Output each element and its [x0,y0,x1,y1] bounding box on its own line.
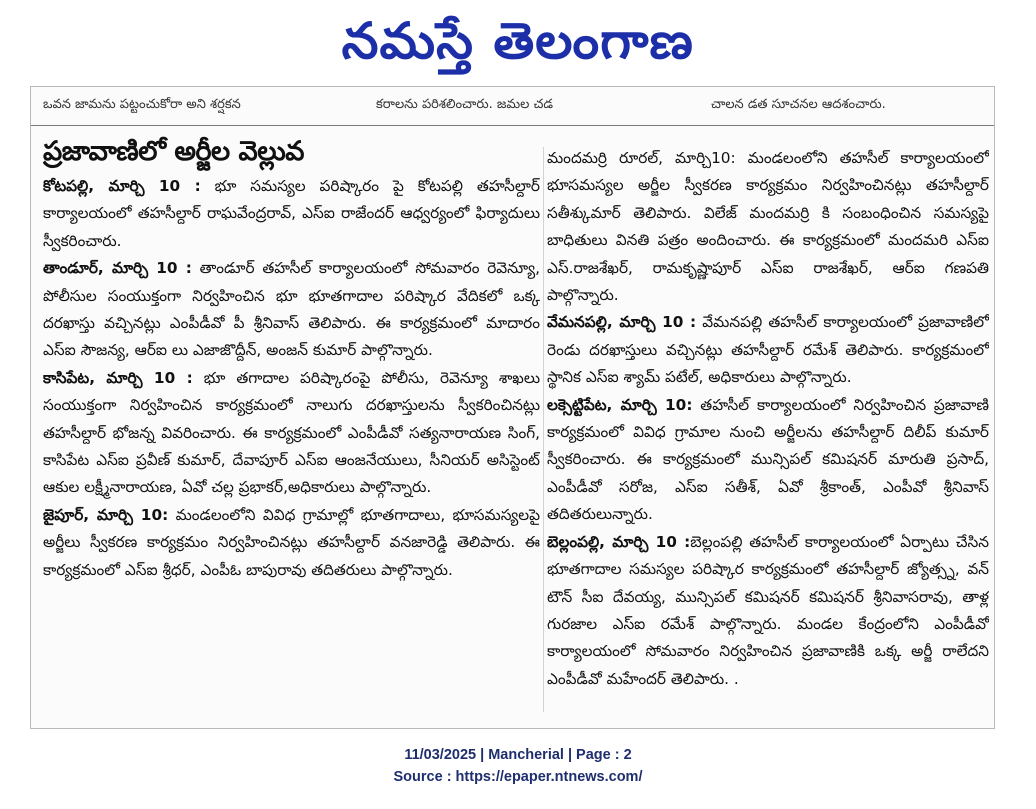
dateline: బెల్లంపల్లి, మార్చి 10 : [547,532,691,551]
cutoff-text-3: చాలన డత సూచనల ఆదశంచారు. [711,97,886,112]
article-headline: ప్రజావాణిలో అర్జీల వెల్లువ [43,136,304,167]
paragraph-mandamarri [547,145,989,309]
cutoff-text-1: ఒవన జామను పట్టంచుకోరా అని శర్షకన [43,97,241,112]
masthead-logo-text: నమస్తే తెలంగాణ [341,12,695,70]
paragraph-body: భూ తగాదాల పరిష్కారంపై పోలీసు, రెవెన్యూ శాఖలు సంయుక్తంగా నిర్వహించిన కార్యక్రమంలో నాలుగు దరఖాస్తులను స్వీకరించినట్లు తహసీల్దార్ భోజన్న వివరించారు. ఈ కార్యక్రమంలో ఎంపీడీవో సత్యనారాయణ సింగ్, కాసిపేట ఎస్ఐ ప్రవీణ్ కుమార్, దేవాపూర్ ఎస్ఐ ఆంజనేయులు, సీనియర్ అసిస్టెంట్ ఆకుల లక్ష్మీనారాయణ, ఏవో చల్ల ప్రభాకర్,అధికారులు పాల్గొన్నారు. [43,368,540,497]
dateline: లక్సెట్టిపేట, మార్చి 10: [547,395,693,414]
paragraph-tandur [43,255,540,365]
cutoff-previous-article [31,87,994,126]
paragraph-bellampalli [547,529,989,693]
paragraph-body: మందమర్రి రూరల్, మార్చి10: మండలంలోని తహసీల్ కార్యాలయంలో భూసమస్యల అర్జీల స్వీకరణ కార్యక్రమం నిర్వహించినట్లు తహసీల్దార్ సతీశ్కుమార్ తెలిపారు. విలేజ్ మందమర్రి కి సంబంధించిన సమస్యపై బాధితులు వినతి పత్రం అందించారు. ఈ కార్యక్రమంలో మందమరి ఎస్ఐ ఎస్.రాజశేఖర్, రామకృష్ణాపూర్ ఎస్ఐ రాజశేఖర్, ఆర్ఐ గణపతి పాల్గొన్నారు. [547,149,989,305]
paragraph-body: బెల్లంపల్లి తహసీల్ కార్యాలయంలో ఏర్పాటు చేసిన భూతగాదాల సమస్యల పరిష్కార కార్యక్రమంలో తహసీల్దార్ జ్యోత్స్న, వన్ టౌన్ సీఐ దేవయ్య, మున్సిపల్ కమిషనర్ కమిషనర్ శ్రీనివాసరావు, తాళ్ల గురజాల ఎస్ఐ రమేశ్ పాల్గొన్నారు. మండల కేంద్రంలోని ఎంపీడీవో కార్యాలయంలో సోమవారం నిర్వహించిన ప్రజావాణికి ఒక్క అర్జీ రాలేదని ఎంపీడీవో మహేందర్ తెలిపారు. . [547,532,989,688]
dateline: తాండూర్, మార్చి 10 : [43,259,192,278]
masthead [0,6,1036,78]
news-clipping [30,86,995,729]
paragraph-kasipet [43,365,540,502]
paragraph-body: తాండూర్ తహసీల్ కార్యాలయంలో సోమవారం రెవెన్యూ, పోలీసుల సంయుక్తంగా నిర్వహించిన భూ భూతగాదాల పరిష్కార వేదికలో ఒక్క దరఖాస్తు వచ్చినట్లు ఎంపీడీవో పీ శ్రీనివాస్ తెలిపారు. ఈ కార్యక్రమంలో మాదారం ఎస్ఐ సౌజన్య, ఆర్ఐ లు ఎజాజొద్దీన్, అంజన్ కుమార్ పాల్గొన్నారు. [43,259,540,360]
paragraph-body: మండలంలోని వివిధ గ్రామాల్లో భూతగాదాలు, భూసమస్యలపై అర్జీలు స్వీకరణ కార్యక్రమం నిర్వహించినట్లు తహసీల్దార్ వనజారెడ్డి తెలిపారు. ఈ కార్యక్రమంలో ఎస్ఐ శ్రీధర్, ఎంపీఓ బాపురావు తదితరులు పాల్గొన్నారు. [43,505,540,579]
footer-date-edition-page: 11/03/2025 | Mancherial | Page : 2 [404,747,632,763]
paragraph-body: భూ సమస్యల పరిష్కారం పై కోటపల్లి తహసీల్దార్ కార్యాలయంలో తహసీల్దార్ రాఘవేంద్రరావ్, ఎస్ఐ రాజేందర్ ఆధ్వర్యంలో ఫిర్యాదులు స్వీకరించారు. [43,177,540,250]
paragraph-kotapalli [43,173,540,255]
paragraph-vemanapalli [547,309,989,391]
footer-source-link[interactable]: Source : https://epaper.ntnews.com/ [393,769,643,785]
column-divider [543,147,544,712]
paragraph-luxettipet [547,392,989,529]
article-right-column [547,145,989,715]
footer [0,744,1036,788]
paragraph-body: వేమనపల్లి తహసీల్ కార్యాలయంలో ప్రజావాణిలో రెండు దరఖాస్తులు వచ్చినట్లు తహసీల్దార్ రమేశ్ తెలిపారు. కార్యక్రమంలో స్థానిక ఎస్ఐ శ్యామ్ పటేల్, అధికారులు పాల్గొన్నారు. [547,313,989,387]
dateline: కాసిపేట, మార్చి 10 : [43,368,193,387]
dateline: వేమనపల్లి, మార్చి 10 : [547,313,697,332]
dateline: జైపూర్, మార్చి 10: [43,505,169,524]
article-left-column [43,135,540,715]
dateline: కోటపల్లి, మార్చి 10 : [43,177,201,195]
paragraph-body: తహసీల్ కార్యాలయంలో నిర్వహించిన ప్రజావాణి కార్యక్రమంలో వివిధ గ్రామాల నుంచి అర్జీలను తహసీల్దార్ దిలీప్ కుమార్ స్వీకరించారు. ఈ కార్యక్రమంలో మున్సిపల్ కమిషనర్ మారుతి ప్రసాద్, ఎంపీడీవో సరోజ, ఎస్ఐ సతీశ్, ఏవో శ్రీకాంత్, ఎంపీవో శ్రీనివాస్ తదితరులున్నారు. [547,395,989,524]
cutoff-text-2: కరాలను పరిశలించారు. జమల చడ [376,97,553,112]
paragraph-jaipur [43,502,540,584]
